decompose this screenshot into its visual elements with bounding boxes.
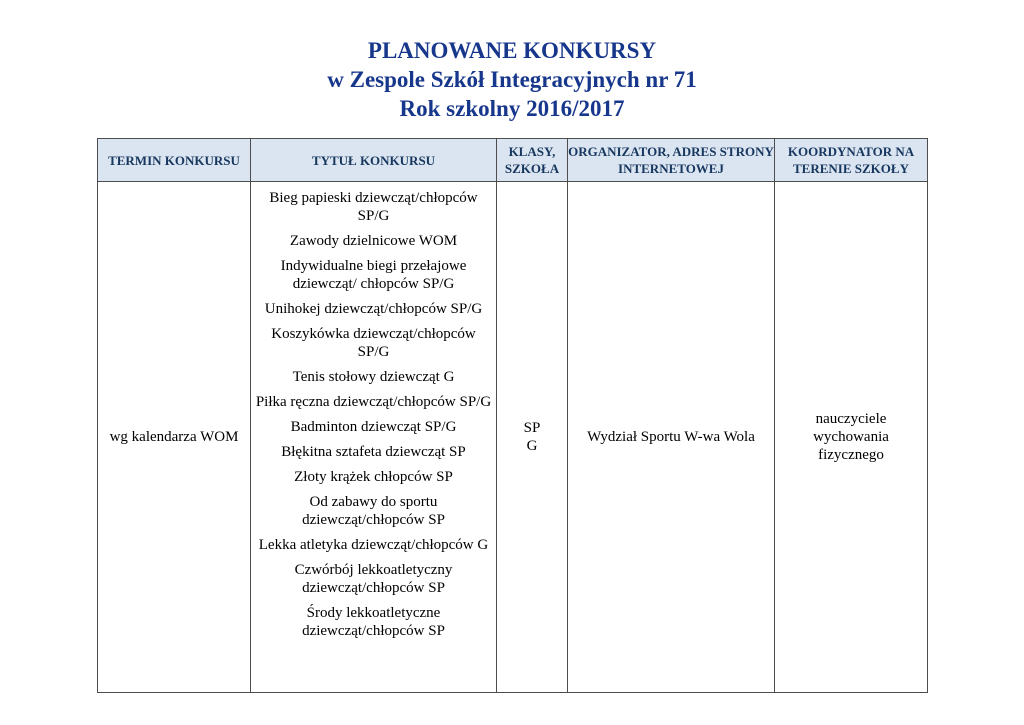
list-item: Tenis stołowy dziewcząt G (292, 369, 455, 385)
cell-koordynator (775, 182, 928, 693)
koordynator-line-2: wychowania (813, 429, 889, 445)
koordynator-line-3: fizycznego (818, 447, 884, 463)
cell-termin: wg kalendarza WOM (98, 182, 251, 693)
klasy-g: G (526, 438, 538, 454)
list-item: Bieg papieski dziewcząt/chłopców SP/G (269, 190, 478, 224)
header-tytul: TYTUŁ KONKURSU (251, 139, 497, 182)
list-item: Błękitna sztafeta dziewcząt SP (281, 444, 466, 460)
list-item: Unihokej dziewcząt/chłopców SP/G (264, 301, 483, 317)
list-item: Złoty krążek chłopców SP (294, 469, 453, 485)
competition-list (251, 189, 496, 640)
list-item: Badminton dziewcząt SP/G (290, 419, 457, 435)
list-item: Piłka ręczna dziewcząt/chłopców SP/G (255, 394, 492, 410)
list-item: Czwórbój lekkoatletyczny dziewcząt/chłopców SP (294, 562, 453, 596)
title-line-2: w Zespole Szkół Integracyjnych nr 71 (327, 67, 697, 92)
table-header-row (98, 139, 928, 182)
list-item: Indywidualne biegi przełajowe dziewcząt/ chłopców SP/G (280, 258, 467, 292)
document-title (0, 36, 1024, 123)
list-item: Zawody dzielnicowe WOM (289, 233, 458, 249)
cell-klasy (497, 182, 568, 693)
table-row (98, 182, 928, 693)
title-line-3: Rok szkolny 2016/2017 (399, 96, 625, 121)
header-organizator: ORGANIZATOR, ADRES STRONY INTERNETOWEJ (568, 139, 775, 182)
list-item: Od zabawy do sportu dziewcząt/chłopców SP (302, 494, 445, 528)
title-line-1: PLANOWANE KONKURSY (367, 38, 657, 63)
klasy-sp: SP (523, 420, 541, 436)
header-klasy: KLASY, SZKOŁA (497, 139, 568, 182)
cell-organizator: Wydział Sportu W-wa Wola (568, 182, 775, 693)
header-termin: TERMIN KONKURSU (98, 139, 251, 182)
cell-competitions (251, 182, 497, 693)
list-item: Środy lekkoatletyczne dziewcząt/chłopców SP (302, 605, 445, 639)
header-koordynator: KOORDYNATOR NA TERENIE SZKOŁY (775, 139, 928, 182)
koordynator-line-1: nauczyciele (815, 411, 887, 427)
competitions-table (97, 138, 928, 693)
list-item: Koszykówka dziewcząt/chłopców SP/G (271, 326, 476, 360)
list-item: Lekka atletyka dziewcząt/chłopców G (258, 537, 489, 553)
